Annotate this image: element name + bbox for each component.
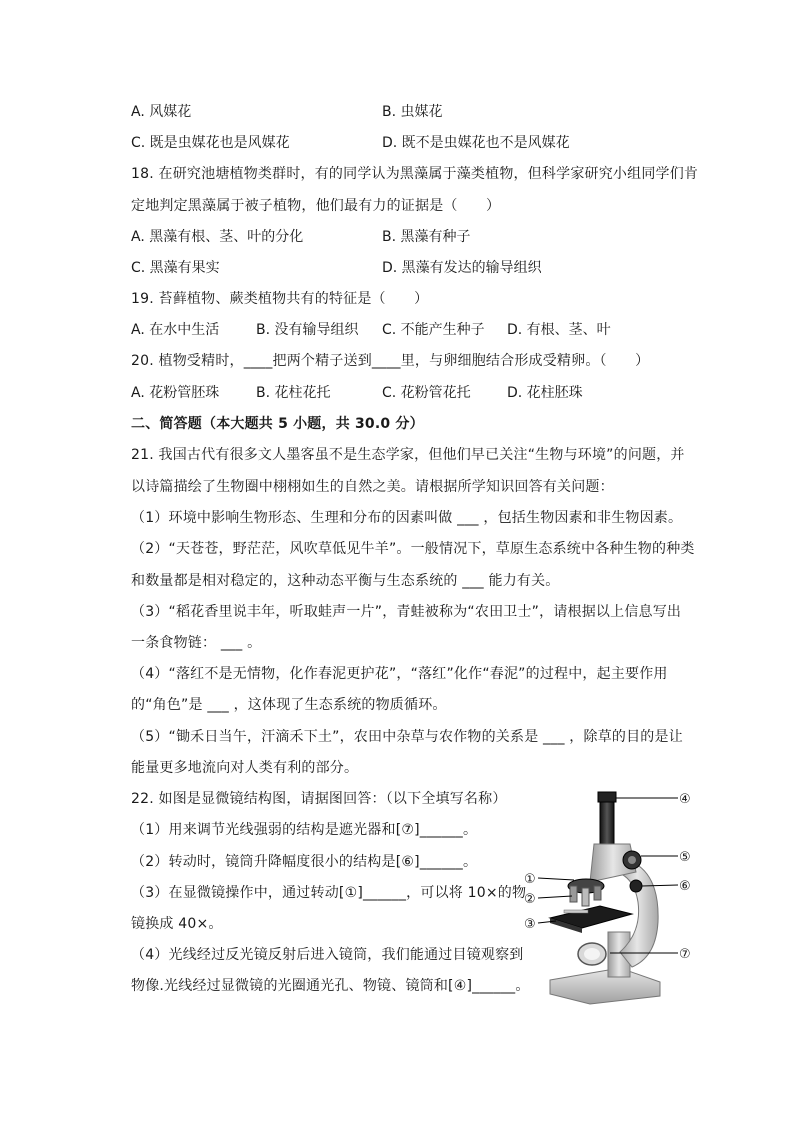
- q21-part-3-line-2: 一条食物链： ___ 。: [131, 635, 262, 651]
- q19-option-b[interactable]: B. 没有输导组织: [256, 322, 359, 338]
- q21-part-4-line-2: 的“角色”是 ___ ，这体现了生态系统的物质循环。: [131, 697, 447, 713]
- q20-stem: 20. 植物受精时，____把两个精子送到____里，与卵细胞结合形成受精卵。（ ）: [131, 353, 650, 369]
- q20-option-c[interactable]: C. 花粉管花托: [382, 385, 471, 401]
- q17-option-d[interactable]: D. 既不是虫媒花也不是风媒花: [382, 135, 570, 151]
- q21-part-2-line-1: （2）“天苍苍，野茫茫，风吹草低见牛羊”。一般情况下，草原生态系统中各种生物的种类: [131, 541, 695, 557]
- q21-part-2-line-2: 和数量都是相对稳定的，这种动态平衡与生态系统的 ___ 能力有关。: [131, 573, 560, 589]
- q20-option-d[interactable]: D. 花柱胚珠: [507, 385, 583, 401]
- q19-stem: 19. 苔藓植物、蕨类植物共有的特征是（ ）: [131, 291, 429, 307]
- q18-stem-line-1: 18. 在研究池塘植物类群时，有的同学认为黑藻属于藻类植物，但科学家研究小组同学们肯: [131, 166, 699, 182]
- q22-part-3-line-1: （3）在显微镜操作中，通过转动[①]______，可以将 10×的物: [131, 885, 527, 901]
- q22-part-4-line-1: （4）光线经过反光镜反射后进入镜筒，我们能通过目镜观察到: [131, 947, 524, 963]
- q20-option-a[interactable]: A. 花粉管胚珠: [131, 385, 220, 401]
- figure-label-5: ⑤: [679, 850, 691, 865]
- q22-part-3-line-2: 镜换成 40×。: [131, 916, 223, 932]
- q21-part-5-line-2: 能量更多地流向对人类有利的部分。: [131, 760, 359, 776]
- q21-intro-line-2: 以诗篇描绘了生物圈中栩栩如生的自然之美。请根据所学知识回答有关问题：: [131, 479, 614, 495]
- figure-label-2: ②: [524, 892, 536, 907]
- q17-option-c[interactable]: C. 既是虫媒花也是风媒花: [131, 135, 290, 151]
- label-line-1: [538, 878, 574, 880]
- q18-stem-line-2: 定地判定黑藻属于被子植物，他们最有力的证据是（ ）: [131, 198, 501, 214]
- figure-label-6: ⑥: [679, 879, 691, 894]
- q21-part-5-line-1: （5）“锄禾日当午，汗滴禾下土”，农田中杂草与农作物的关系是 ___ ，除草的目的是让: [131, 729, 683, 745]
- q19-option-d[interactable]: D. 有根、茎、叶: [507, 322, 611, 338]
- q22-part-1: （1）用来调节光线强弱的结构是遮光器和[⑦]______。: [131, 822, 478, 838]
- q21-part-1: （1）环境中影响生物形态、生理和分布的因素叫做 ___ ，包括生物因素和非生物因素。: [131, 510, 683, 526]
- q20-option-b[interactable]: B. 花柱花托: [256, 385, 331, 401]
- figure-label-7: ⑦: [679, 947, 691, 962]
- section-2-heading: 二、简答题（本大题共 5 小题，共 30.0 分）: [131, 416, 424, 432]
- q17-option-a[interactable]: A. 风媒花: [131, 104, 192, 120]
- q21-part-3-line-1: （3）“稻花香里说丰年，听取蛙声一片”，青蛙被称为“农田卫士”，请根据以上信息写出: [131, 604, 682, 620]
- q17-option-b[interactable]: B. 虫媒花: [382, 104, 443, 120]
- microscope-figure: [520, 782, 705, 1012]
- label-line-2: [538, 896, 572, 898]
- q18-option-b[interactable]: B. 黑藻有种子: [382, 229, 471, 245]
- q18-option-c[interactable]: C. 黑藻有果实: [131, 260, 220, 276]
- q22-part-2: （2）转动时，镜筒升降幅度很小的结构是[⑥]______。: [131, 854, 478, 870]
- figure-label-4: ④: [679, 792, 691, 807]
- figure-label-1: ①: [524, 872, 536, 887]
- q22-part-4-line-2: 物像.光线经过显微镜的光圈通光孔、物镜、镜筒和[④]______。: [131, 978, 530, 994]
- q21-intro-line-1: 21. 我国古代有很多文人墨客虽不是生态学家，但他们早已关注“生物与环境”的问题，并: [131, 447, 685, 463]
- q19-option-c[interactable]: C. 不能产生种子: [382, 322, 485, 338]
- microscope-illustration: [520, 782, 705, 1012]
- q18-option-d[interactable]: D. 黑藻有发达的输导组织: [382, 260, 542, 276]
- q22-stem: 22. 如图是显微镜结构图，请据图回答：（以下全填写名称）: [131, 791, 507, 807]
- figure-label-3: ③: [524, 917, 536, 932]
- q19-option-a[interactable]: A. 在水中生活: [131, 322, 220, 338]
- q21-part-4-line-1: （4）“落红不是无情物，化作春泥更护花”，“落红”化作“春泥”的过程中，起主要作用: [131, 666, 668, 682]
- q18-option-a[interactable]: A. 黑藻有根、茎、叶的分化: [131, 229, 304, 245]
